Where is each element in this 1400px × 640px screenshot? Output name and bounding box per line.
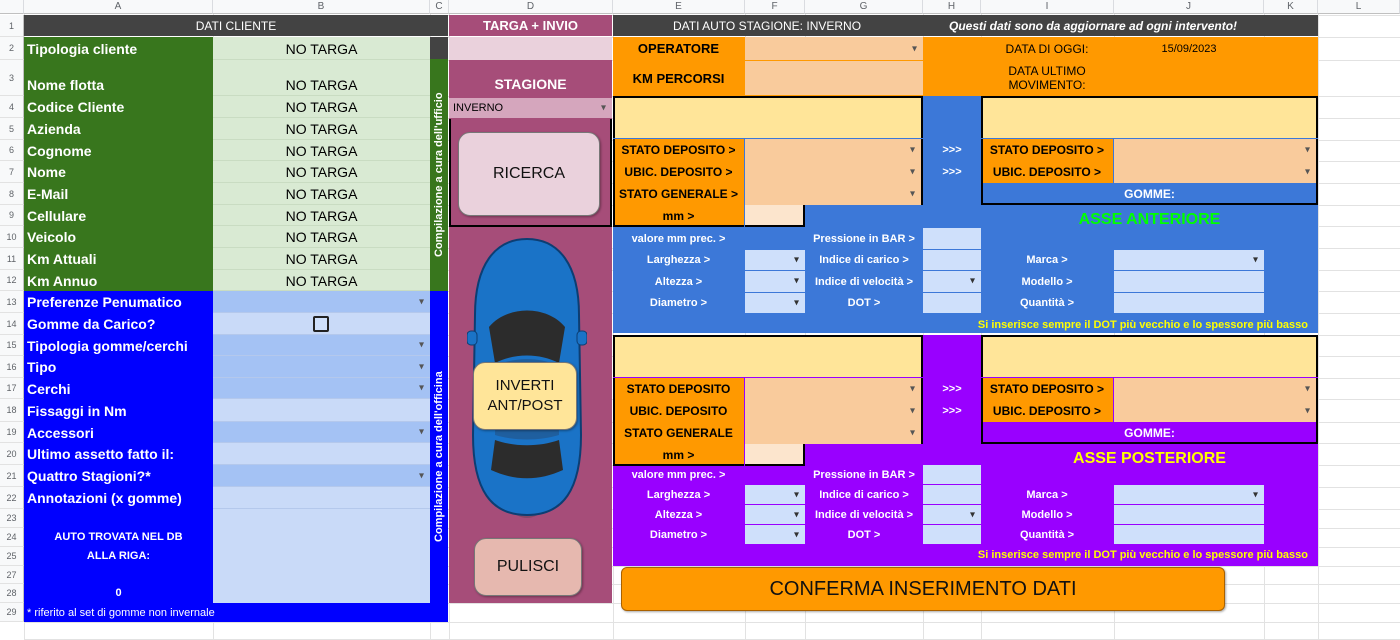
workshop-field-label: Tipologia gomme/cerchi [24, 335, 213, 356]
row-header[interactable]: 17 [0, 378, 24, 399]
spec-mid-input[interactable] [923, 485, 981, 504]
spec-mid-label: DOT > [805, 293, 923, 315]
stato-deposito-select[interactable] [745, 139, 923, 161]
stato-generale-select[interactable] [745, 183, 923, 205]
ubic-deposito-label: UBIC. DEPOSITO > [613, 161, 744, 183]
spec-mid-label: DOT > [805, 525, 923, 545]
corner-cell[interactable] [0, 0, 24, 14]
office-field-label: Codice Cliente [24, 96, 213, 118]
gomme-label: GOMME: [981, 183, 1318, 205]
workshop-field-select[interactable] [213, 356, 430, 378]
arrows-1: >>> [923, 378, 981, 400]
workshop-field-label: Tipo [24, 356, 213, 378]
confirm-button[interactable]: CONFERMA INSERIMENTO DATI [621, 567, 1225, 611]
stato-generale-label: STATO GENERALE > [613, 183, 744, 205]
spec-left-label: Larghezza > [613, 250, 744, 272]
spec-mid-label: Indice di velocità > [805, 271, 923, 293]
office-field-label: Cellulare [24, 205, 213, 226]
info-cream-left [613, 335, 923, 377]
spec-mid-label: Indice di carico > [805, 250, 923, 272]
spec-left-label: Altezza > [613, 271, 744, 293]
spec-left-select[interactable] [745, 293, 805, 314]
spec-left-label: Diametro > [613, 293, 744, 315]
workshop-field-select[interactable] [213, 378, 430, 399]
column-header[interactable]: F [745, 0, 805, 14]
column-header[interactable]: H [923, 0, 981, 14]
spec-right-input[interactable] [1114, 271, 1264, 292]
row-header[interactable]: 25 [0, 547, 24, 566]
row-header[interactable]: 16 [0, 356, 24, 378]
mm-label: mm > [613, 205, 744, 227]
office-field-value: NO TARGA [213, 270, 430, 291]
stato-deposito-right-label: STATO DEPOSITO > [981, 378, 1113, 400]
car-mirror-left [467, 331, 477, 345]
workshop-field-label: Fissaggi in Nm [24, 399, 213, 422]
row-header[interactable]: 27 [0, 566, 24, 584]
workshop-field-input[interactable] [213, 487, 430, 509]
column-header[interactable]: I [981, 0, 1114, 14]
data-oggi-label: DATA DI OGGI: [981, 37, 1113, 60]
workshop-field-label: Preferenze Penumatico [24, 291, 213, 313]
row-header[interactable]: 1 [0, 15, 24, 37]
column-header[interactable]: K [1264, 0, 1318, 14]
ubic-deposito-label: UBIC. DEPOSITO [613, 400, 744, 422]
row-header[interactable]: 8 [0, 183, 24, 205]
spec-right-label: Quantità > [981, 525, 1113, 545]
gridline-v [1318, 14, 1319, 639]
row-header[interactable]: 10 [0, 226, 24, 248]
spec-mid-label: Pressione in BAR > [805, 465, 923, 485]
spec-right-label: Modello > [981, 271, 1113, 293]
spec-mid-input[interactable] [923, 293, 981, 314]
row-header[interactable]: 14 [0, 313, 24, 335]
spec-mid-input[interactable] [923, 505, 981, 524]
workshop-field-select[interactable] [213, 422, 430, 443]
km-input[interactable] [745, 61, 923, 95]
spec-left-label: valore mm prec. > [613, 228, 744, 250]
stagione-select[interactable]: INVERNO ▾ [449, 98, 612, 118]
row-header[interactable]: 5 [0, 118, 24, 140]
data-ultimo-value [1114, 61, 1318, 95]
arrows-1: >>> [923, 139, 981, 161]
auto-header [613, 15, 1318, 36]
row-header[interactable]: 13 [0, 291, 24, 313]
row-header[interactable]: 6 [0, 140, 24, 161]
office-side-label: Compilazione a cura dell'ufficio [430, 59, 448, 291]
stato-deposito-right-select[interactable] [1114, 378, 1318, 400]
axle-note: Si inserisce sempre il DOT più vecchio e lo spessore più basso [923, 545, 1308, 565]
spec-right-label: Quantità > [981, 293, 1113, 315]
client-header: DATI CLIENTE [24, 15, 448, 36]
row-header[interactable]: 19 [0, 422, 24, 443]
asse-title: ASSE POSTERIORE [981, 445, 1318, 473]
inverti-line-2: ANT/POST [487, 396, 562, 416]
stato-deposito-select[interactable] [745, 378, 923, 400]
stato-deposito-label: STATO DEPOSITO [613, 378, 744, 400]
spec-right-label: Marca > [981, 485, 1113, 505]
data-ultimo-label [981, 61, 1113, 95]
ubic-deposito-right-select[interactable] [1114, 161, 1318, 183]
stato-generale-label: STATO GENERALE [613, 422, 744, 444]
data-ultimo-line-1: DATA ULTIMO [1008, 64, 1085, 78]
spec-left-label: Altezza > [613, 505, 744, 525]
workshop-field-select[interactable] [213, 465, 430, 487]
operatore-select[interactable] [745, 37, 923, 60]
office-field-value: NO TARGA [213, 183, 430, 205]
stato-deposito-right-label: STATO DEPOSITO > [981, 139, 1113, 161]
column-header[interactable]: A [24, 0, 213, 14]
row-header[interactable]: 9 [0, 205, 24, 226]
km-label: KM PERCORSI [613, 61, 744, 95]
spec-right-label: Modello > [981, 505, 1113, 525]
inverti-button[interactable] [473, 362, 577, 430]
office-field-value: NO TARGA [213, 37, 430, 60]
row-header[interactable]: 7 [0, 161, 24, 183]
ubic-deposito-right-label: UBIC. DEPOSITO > [981, 161, 1113, 183]
mm-label: mm > [613, 444, 744, 466]
spec-mid-input[interactable] [923, 228, 981, 249]
office-field-label: Cognome [24, 140, 213, 161]
column-header[interactable]: L [1318, 0, 1400, 14]
car-mirror-right [577, 331, 587, 345]
spec-right-label: Marca > [981, 250, 1113, 272]
office-field-value: NO TARGA [213, 226, 430, 248]
found-row-value: 0 [24, 584, 213, 602]
workshop-field-input[interactable] [213, 399, 430, 422]
office-field-value: NO TARGA [213, 96, 430, 118]
workshop-side-label: Compilazione a cura dell'officina [430, 291, 448, 622]
found-text-line-1: AUTO TROVATA NEL DB [24, 528, 213, 546]
row-header[interactable]: 12 [0, 270, 24, 291]
car-windshield [489, 311, 565, 364]
office-side-top [430, 37, 448, 59]
data-ultimo-line-2: MOVIMENTO: [1008, 78, 1085, 92]
workshop-field-label: Quattro Stagioni?* [24, 465, 213, 487]
spec-left-select[interactable] [745, 271, 805, 292]
spec-mid-input[interactable] [923, 465, 981, 484]
footnote: * riferito al set di gomme non invernale [24, 603, 430, 622]
row-header[interactable]: 22 [0, 487, 24, 509]
spec-left-select[interactable] [745, 250, 805, 271]
row-header[interactable]: 23 [0, 509, 24, 528]
spec-right-input[interactable] [1114, 505, 1264, 524]
info-cream-right [981, 335, 1318, 377]
ubic-deposito-right-label: UBIC. DEPOSITO > [981, 400, 1113, 422]
row-header[interactable]: 2 [0, 37, 24, 60]
spec-mid-label: Indice di velocità > [805, 505, 923, 525]
row-header[interactable]: 18 [0, 399, 24, 422]
gridline-h [24, 622, 1400, 623]
office-field-label: Km Annuo [24, 270, 213, 291]
office-field-value: NO TARGA [213, 248, 430, 270]
gomme-label: GOMME: [981, 422, 1318, 444]
row-header[interactable]: 24 [0, 528, 24, 547]
ricerca-button[interactable]: RICERCA [458, 132, 600, 216]
workshop-field-select[interactable] [213, 291, 430, 313]
stagione-label: STAGIONE [449, 73, 612, 95]
mm-input[interactable] [745, 205, 805, 227]
ubic-deposito-right-select[interactable] [1114, 400, 1318, 422]
column-header[interactable]: G [805, 0, 923, 14]
stato-deposito-label: STATO DEPOSITO > [613, 139, 744, 161]
annotazioni-input[interactable] [213, 509, 430, 603]
column-header[interactable]: D [449, 0, 613, 14]
office-field-label: Veicolo [24, 226, 213, 248]
office-field-value: NO TARGA [213, 118, 430, 140]
car-rear-window [491, 440, 563, 478]
office-field-label: Nome [24, 161, 213, 183]
office-field-label: Azienda [24, 118, 213, 140]
arrows-2: >>> [923, 400, 981, 422]
info-cream-right [981, 96, 1318, 138]
column-header[interactable]: E [613, 0, 745, 14]
workshop-field-input[interactable] [213, 313, 430, 335]
office-field-value: NO TARGA [213, 140, 430, 161]
spec-left-label: Diametro > [613, 525, 744, 545]
pulisci-button[interactable]: PULISCI [474, 538, 582, 596]
mm-input[interactable] [745, 444, 805, 466]
row-header[interactable]: 15 [0, 335, 24, 356]
spec-left-select[interactable] [745, 525, 805, 544]
column-header[interactable]: J [1114, 0, 1264, 14]
workshop-field-input[interactable] [213, 443, 430, 465]
ubic-deposito-select[interactable] [745, 161, 923, 183]
arrows-2: >>> [923, 161, 981, 183]
targa-input[interactable] [449, 37, 612, 60]
targa-header: TARGA + INVIO [449, 15, 612, 36]
stato-generale-select[interactable] [745, 422, 923, 444]
workshop-field-label: Accessori [24, 422, 213, 443]
spec-mid-input[interactable] [923, 250, 981, 271]
spec-right-input[interactable] [1114, 485, 1264, 504]
data-oggi-value: 15/09/2023 [1114, 37, 1264, 60]
column-header[interactable]: C [430, 0, 449, 14]
spec-right-input[interactable] [1114, 525, 1264, 544]
office-field-value: NO TARGA [213, 74, 430, 96]
row-header[interactable]: 3 [0, 60, 24, 96]
column-header[interactable]: B [213, 0, 430, 14]
workshop-field-label: Cerchi [24, 378, 213, 399]
workshop-field-label: Annotazioni (x gomme) [24, 487, 213, 509]
gomme-carico-checkbox[interactable] [313, 316, 329, 332]
spec-mid-input[interactable] [923, 525, 981, 544]
spec-right-input[interactable] [1114, 250, 1264, 271]
spec-right-input[interactable] [1114, 293, 1264, 314]
operatore-label: OPERATORE [613, 37, 744, 60]
office-field-label: Tipologia cliente [24, 37, 213, 60]
asse-title: ASSE ANTERIORE [981, 206, 1318, 234]
row-header[interactable]: 21 [0, 465, 24, 487]
workshop-field-select[interactable] [213, 335, 430, 356]
workshop-field-label: Ultimo assetto fatto il: [24, 443, 213, 465]
spec-left-select[interactable] [745, 485, 805, 504]
ubic-deposito-select[interactable] [745, 400, 923, 422]
auto-header-notice: Questi dati sono da aggiornare ad ogni intervento! [949, 19, 1237, 33]
spec-mid-input[interactable] [923, 271, 981, 292]
row-header[interactable]: 4 [0, 96, 24, 118]
spec-mid-label: Indice di carico > [805, 485, 923, 505]
office-field-label: Nome flotta [24, 74, 213, 96]
office-field-label: Km Attuali [24, 248, 213, 270]
row-header[interactable]: 11 [0, 248, 24, 270]
spec-left-label: Larghezza > [613, 485, 744, 505]
spec-left-select[interactable] [745, 505, 805, 524]
spec-left-label: valore mm prec. > [613, 465, 744, 485]
info-cream-left [613, 96, 923, 138]
row-header[interactable]: 29 [0, 603, 24, 622]
stato-deposito-right-select[interactable] [1114, 139, 1318, 161]
auto-header-title: DATI AUTO STAGIONE: INVERNO [673, 19, 861, 33]
spec-mid-label: Pressione in BAR > [805, 228, 923, 250]
found-text-line-2: ALLA RIGA: [24, 547, 213, 565]
office-field-label: E-Mail [24, 183, 213, 205]
inverti-line-1: INVERTI [496, 376, 555, 396]
office-field-value: NO TARGA [213, 205, 430, 226]
row-header[interactable]: 28 [0, 584, 24, 603]
row-header[interactable]: 20 [0, 443, 24, 465]
workshop-field-label: Gomme da Carico? [24, 313, 213, 335]
office-field-value: NO TARGA [213, 161, 430, 183]
axle-note: Si inserisce sempre il DOT più vecchio e lo spessore più basso [923, 314, 1308, 336]
